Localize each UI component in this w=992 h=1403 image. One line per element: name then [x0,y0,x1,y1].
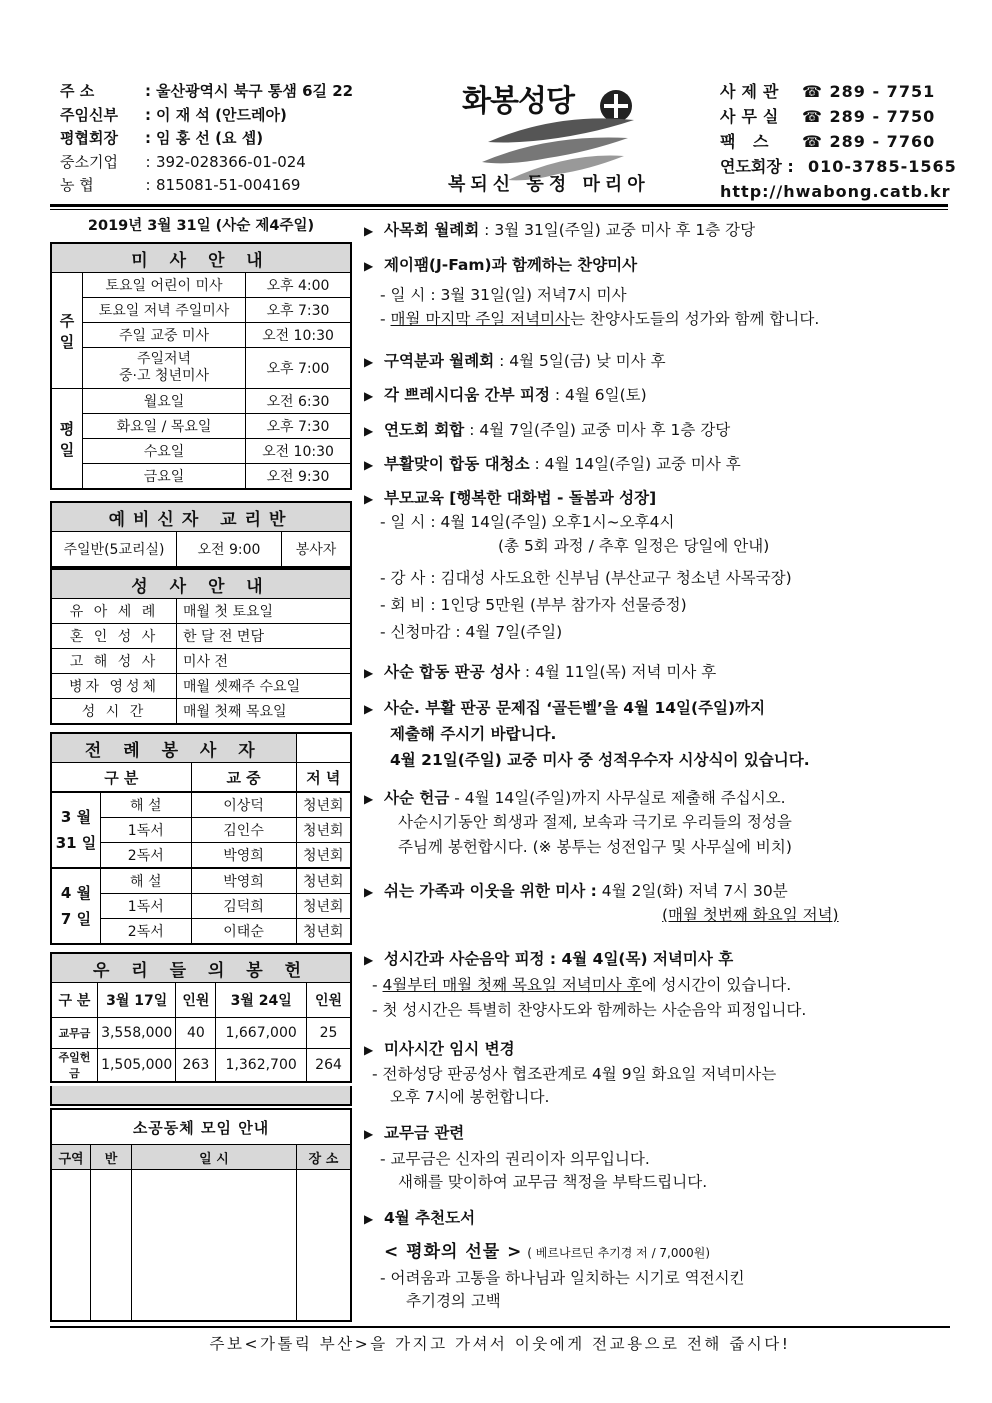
servers-title: 전 례 봉 사 자 [51,733,296,763]
notice-heading: 미사시간 임시 변경 [384,1040,515,1058]
notice-text: : 4월 5일(금) 낮 미사 후 [494,352,666,370]
notice-heading: 사순 합동 판공 성사 [384,663,520,681]
server-date: 4 월 7 일 [51,868,101,944]
notice-15 [364,1206,954,1231]
mass-time: 오전 10:30 [246,439,352,464]
header-rule-thin [50,209,948,210]
sacrament-name: 고 해 성 사 [51,649,177,674]
bullet-icon: ▶ [364,259,374,273]
dash: - [372,976,383,994]
sacrament-table [50,568,352,725]
notice-heading: 성시간과 사순음악 피정 : 4월 4일(목) 저녁미사 후 [384,950,734,968]
sacrament-title: 성 사 안 내 [51,569,351,599]
notice-line: 오후 7시에 봉헌합니다. [390,1088,550,1106]
logo-title: 화봉성당 [462,84,574,119]
server-main: 김덕희 [191,894,296,919]
mass-time: 오전 6:30 [246,389,352,414]
server-role: 2독서 [101,843,192,869]
col-header: 구역 [51,1145,91,1170]
server-main: 박영희 [191,843,296,869]
notice-line: 제출해 주시기 바랍니다. [390,725,557,743]
notice-heading: 사순. 부활 판공 문제집 ‘골든벨’을 4월 14일(주일)까지 [384,699,766,717]
notice-line [372,973,791,997]
info-label: 주 소 [60,82,95,100]
notice-line [662,903,839,927]
sacrament-when: 미사 전 [177,649,352,674]
bullet-icon: ▶ [364,355,374,369]
notice-2 [364,253,954,278]
header-info-row [60,151,380,175]
colon: : [145,82,151,100]
bullet-icon: ▶ [364,792,374,806]
notice-line: 4월 21일(주일) 교중 미사 중 성적우수자 시상식이 있습니다. [390,751,810,769]
offering-cell: 1,505,000 [97,1049,176,1083]
contact-label: 팩 스 [720,132,775,151]
bullet-icon: ▶ [364,389,374,403]
small-community-title: 소공동체 모임 안내 [51,1109,351,1145]
info-value: 이 재 석 (안드레아) [156,105,287,124]
server-evening: 청년회 [296,792,351,818]
header-contacts [720,79,960,204]
notice-10 [364,786,954,811]
mass-schedule-table [50,242,352,490]
col-header: 저 녁 [296,763,351,793]
bullet-icon: ▶ [364,492,374,506]
book-line [384,1240,710,1265]
notice-line: - 전하성당 판공성사 협조관계로 4월 9일 화요일 저녁미사는 [372,1065,777,1083]
info-value: 임 홍 선 (요 셉) [156,129,264,147]
notice-8 [364,660,954,685]
parish-motto: 복되신 동정 마리아 [448,174,650,195]
bullet-icon: ▶ [364,666,374,680]
notice-text: 에 성시간이 있습니다. [641,976,792,994]
info-label: 주임신부 [60,105,118,124]
notice-line: 추기경의 고백 [406,1292,501,1310]
class-helper: 봉사자 [282,532,352,568]
col-header: 반 [91,1145,132,1170]
offering-cell: 교무금 [51,1018,97,1049]
book-author: ( 베르나르딘 추기경 저 / 7,000원) [527,1246,711,1260]
mass-time: 오전 9:30 [246,464,352,490]
server-main: 김인수 [191,818,296,843]
notice-heading: 구역분과 월례회 [384,352,495,370]
info-label: 농 협 [60,176,94,194]
notice-14 [364,1121,954,1146]
server-role: 해 설 [101,868,192,894]
col-header: 일 시 [132,1145,297,1170]
notice-line: - 첫 성시간은 특별히 찬양사도와 함께하는 사순음악 피정입니다. [372,1001,807,1019]
bullet-icon: ▶ [364,1212,374,1226]
bullet-icon: ▶ [364,224,374,238]
footer-text: 주보<가톨릭 부산>을 가지고 가셔서 이웃에게 전교용으로 전해 줍시다! [209,1335,791,1353]
col-header: 교 중 [191,763,296,793]
server-date: 3 월 31 일 [51,792,101,868]
bullet-icon: ▶ [364,953,374,967]
server-evening: 청년회 [296,818,351,843]
mass-time: 오후 4:00 [246,273,352,298]
notice-9 [364,696,954,721]
underlined-text: 매월 마지막 주일 저녁미사 [390,310,571,328]
notice-7 [364,486,954,511]
contact-row [720,179,960,204]
contact-label: 사무실 [720,107,785,126]
notice-3 [364,349,954,374]
server-main: 박영희 [191,868,296,894]
notice-13 [364,1037,954,1062]
notice-line: - 일 시 : 4월 14일(주일) 오후1시~오후4시 [380,513,675,531]
header-info-row [60,104,380,128]
colon: : [145,152,151,171]
contact-label: 사제관 [720,82,785,101]
contact-row [720,79,960,104]
notice-line: - 일 시 : 3월 31일(일) 저녁7시 미사 [380,286,627,304]
offering-cell: 주일헌금 [51,1049,97,1083]
servers-table [50,732,352,945]
dash: - [380,310,391,328]
notice-11 [364,879,954,904]
sacrament-when: 매월 첫 토요일 [177,599,352,624]
mass-name: 토요일 저녁 주일미사 [83,298,246,323]
notice-6 [364,452,954,477]
notice-text: - 4월 14일(주일)까지 사무실로 제출해 주십시오. [449,789,786,807]
contact-row [720,154,960,179]
footer-rule [50,1326,950,1328]
notice-heading: 쉬는 가족과 이웃을 위한 미사 : [384,882,597,900]
mass-name: 주일 교중 미사 [83,323,246,348]
header-info-row [60,174,380,198]
mass-time: 오후 7:30 [246,298,352,323]
sunday-label: 주 일 [51,273,83,389]
offering-spacer [50,1086,352,1106]
notice-text: 는 찬양사도들의 성가와 함께 합니다. [570,310,820,328]
offering-cell: 263 [176,1049,216,1083]
bullet-icon: ▶ [364,1127,374,1141]
server-evening: 청년회 [296,894,351,919]
sacrament-when: 한 달 전 면담 [177,624,352,649]
contact-row [720,104,960,129]
notice-heading: 사목회 월례회 [384,221,480,239]
notice-text: : 3월 31일(주일) 교중 미사 후 1층 강당 [479,221,756,239]
contact-value: ☎ 289 - 7760 [802,132,936,151]
underlined-text: (매월 첫번째 화요일 저녁) [662,906,839,924]
notice-line: (총 5회 과정 / 추후 일정은 당일에 안내) [498,537,770,555]
sacrament-name: 병자 영성체 [51,674,177,699]
sacrament-when: 매월 셋째주 수요일 [177,674,352,699]
notice-line: 주님께 봉헌합시다. (※ 봉투는 성전입구 및 사무실에 비치) [398,838,792,856]
bullet-icon: ▶ [364,424,374,438]
info-label: 평협회장 [60,129,118,147]
offering-cell: 1,362,700 [216,1049,307,1083]
mass-title: 미 사 안 내 [51,243,351,273]
notice-line: - 어려움과 고통을 하나님과 일치하는 시기로 역전시킨 [380,1269,745,1287]
col-header: 구 분 [51,763,191,793]
weekday-label: 평 일 [51,389,83,490]
offering-cell: 40 [176,1018,216,1049]
mass-name: 수요일 [83,439,246,464]
mass-name: 주일저녁 중·고 청년미사 [83,348,246,389]
header-info [60,80,380,198]
notice-line: 새해를 맞이하여 교무금 책정을 부탁드립니다. [398,1173,708,1191]
colon: : [145,176,151,194]
server-evening: 청년회 [296,919,351,945]
col-header: 3월 17일 [97,983,176,1018]
offering-cell: 3,558,000 [97,1018,176,1049]
header-info-row [60,80,380,104]
contact-row [720,129,960,154]
server-role: 해 설 [101,792,192,818]
notice-text: : 4월 6일(토) [549,386,647,404]
mass-name: 금요일 [83,464,246,490]
bullet-icon: ▶ [364,702,374,716]
notice-heading: 교무금 관련 [384,1124,465,1142]
contact-value: ☎ 289 - 7750 [802,107,936,126]
notice-text: : 4월 11일(목) 저녁 미사 후 [519,663,717,681]
notice-line [380,307,819,331]
sacrament-name: 혼 인 성 사 [51,624,177,649]
notice-5 [364,418,954,443]
info-value: 815081-51-004169 [156,176,301,194]
class-time: 오전 9:00 [177,532,282,568]
notice-line: - 강 사 : 김대성 사도요한 신부님 (부산교구 청소년 사목국장) [380,569,792,587]
mass-time: 오후 7:00 [246,348,352,389]
bullet-icon: ▶ [364,1043,374,1057]
mass-name: 화요일 / 목요일 [83,414,246,439]
notice-heading: 부모교육 [행복한 대화법 - 돌봄과 성장] [384,489,657,507]
bullet-icon: ▶ [364,885,374,899]
header-rule [50,204,948,207]
notice-line: - 회 비 : 1인당 5만원 (부부 참가자 선물증정) [380,596,687,614]
bullet-icon: ▶ [364,458,374,472]
mass-time: 오전 10:30 [246,323,352,348]
server-role: 1독서 [101,818,192,843]
sacrament-when: 매월 첫째 목요일 [177,699,352,725]
notice-heading: 부활맞이 합동 대청소 [384,455,530,473]
mass-name: 토요일 어린이 미사 [83,273,246,298]
contact-value: http://hwabong.catb.kr [720,182,951,201]
info-value: 울산광역시 북구 통샘 6길 22 [156,82,354,100]
col-header: 3월 24일 [216,983,307,1018]
notice-heading: 4월 추천도서 [384,1209,476,1227]
catechumen-table [50,501,352,568]
notice-4 [364,383,954,408]
info-label: 중소기업 [60,152,118,171]
sacrament-name: 유 아 세 례 [51,599,177,624]
mass-time: 오후 7:30 [246,414,352,439]
col-header: 인원 [307,983,351,1018]
col-header: 인원 [176,983,216,1018]
bulletin-date: 2019년 3월 31일 (사순 제4주일) [87,218,315,234]
contact-value: 010-3785-1565 [808,157,957,176]
offering-cell: 264 [307,1049,351,1083]
small-community-table [50,1108,352,1322]
notice-12 [364,947,954,972]
header-info-row [60,127,380,151]
server-role: 1독서 [101,894,192,919]
notice-1 [364,218,954,243]
underlined-text: 4월부터 매월 첫째 목요일 저녁미사 후 [382,976,642,994]
notice-line: 사순시기동안 희생과 절제, 보속과 극기로 우리들의 정성을 [398,813,792,831]
notice-heading: 연도회 회합 [384,421,465,439]
sacrament-name: 성 시 간 [51,699,177,725]
server-evening: 청년회 [296,843,351,869]
notice-line: - 교무금은 신자의 권리이자 의무입니다. [380,1150,650,1168]
col-header: 구 분 [51,983,97,1018]
offering-cell: 25 [307,1018,351,1049]
colon: : [145,105,151,124]
offering-table [50,952,352,1083]
col-header: 장 소 [297,1145,352,1170]
server-main: 이태순 [191,919,296,945]
notice-text: : 4월 14일(주일) 교중 미사 후 [529,455,741,473]
notice-line: - 신청마감 : 4월 7일(주일) [380,623,563,641]
contact-value: ☎ 289 - 7751 [802,82,936,101]
offering-cell: 1,667,000 [216,1018,307,1049]
server-role: 2독서 [101,919,192,945]
notice-heading: 사순 헌금 [384,789,450,807]
server-evening: 청년회 [296,868,351,894]
book-title: < 평화의 선물 > [384,1242,523,1262]
offering-title: 우 리 들 의 봉 헌 [51,953,351,983]
notice-text: : 4월 7일(주일) 교중 미사 후 1층 강당 [464,421,731,439]
notice-heading: 각 쁘레시디움 간부 피정 [384,386,550,404]
colon: : [145,129,151,147]
class-name: 주일반(5교리실) [51,532,177,568]
contact-label: 연도회장 : [720,157,794,176]
mass-name: 월요일 [83,389,246,414]
notice-text: 4월 2일(화) 저녁 7시 30분 [596,882,788,900]
catechumen-title: 예비신자 교리반 [51,502,351,532]
info-value: 392-028366-01-024 [156,152,306,171]
notice-heading: 제이팸(J-Fam)과 함께하는 찬양미사 [384,256,638,274]
server-main: 이상덕 [191,792,296,818]
